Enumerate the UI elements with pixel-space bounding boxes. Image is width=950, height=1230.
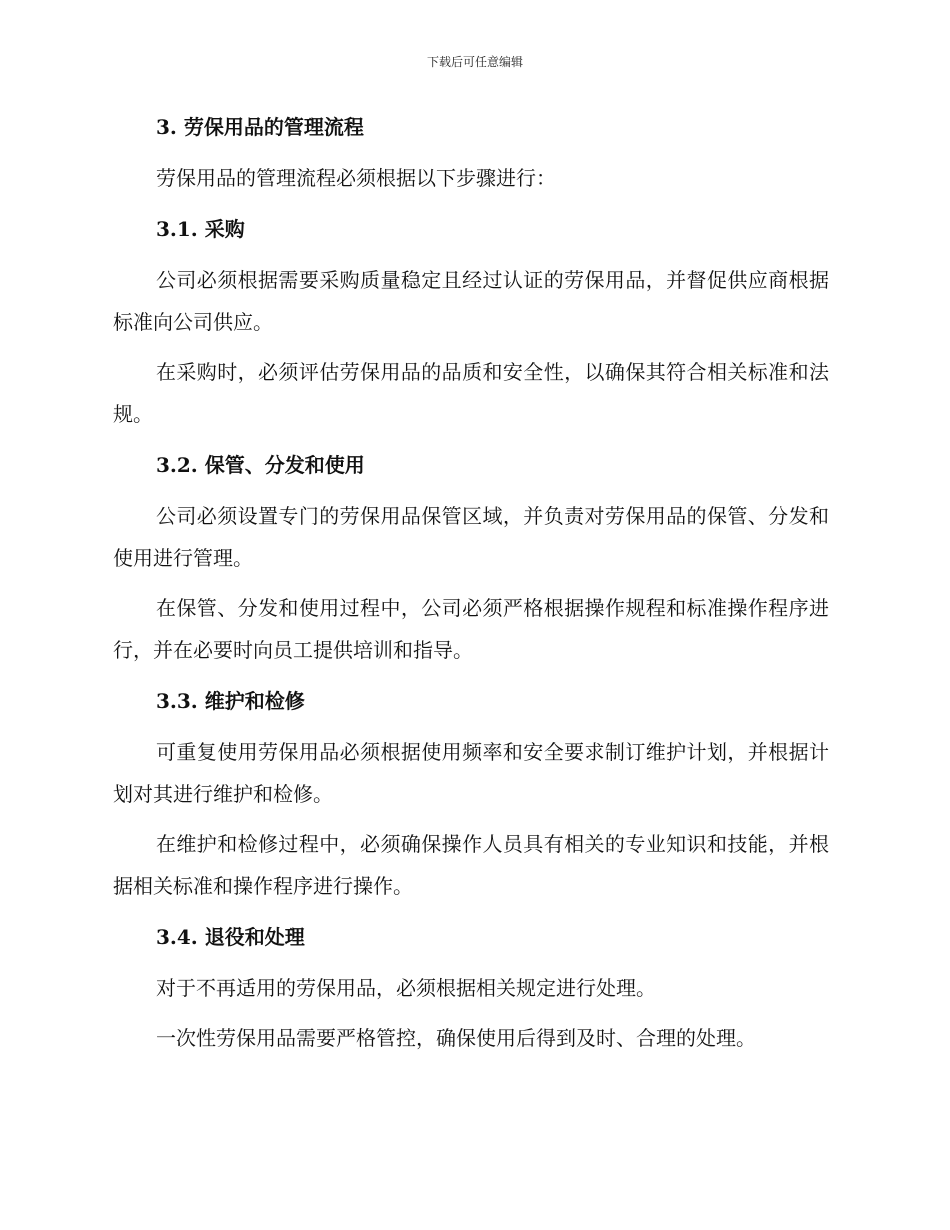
paragraph: 在保管、分发和使用过程中，公司必须严格根据操作规程和标准操作程序进行，并在必要时向员工提供培训和指导。 (113, 596, 829, 662)
section-title: 3. 劳保用品的管理流程 (156, 115, 364, 139)
paragraph: 一次性劳保用品需要严格管控，确保使用后得到及时、合理的处理。 (156, 1026, 756, 1050)
subsection-title-procurement: 3.1. 采购 (156, 217, 245, 241)
subsection-title-disposal: 3.4. 退役和处理 (156, 925, 305, 949)
paragraph: 公司必须根据需要采购质量稳定且经过认证的劳保用品，并督促供应商根据标准向公司供应。 (113, 268, 829, 334)
document-body (113, 105, 829, 1067)
paragraph: 在采购时，必须评估劳保用品的品质和安全性，以确保其符合相关标准和法规。 (113, 360, 829, 426)
paragraph: 可重复使用劳保用品必须根据使用频率和安全要求制订维护计划，并根据计划对其进行维护和检修。 (113, 740, 829, 806)
paragraph: 公司必须设置专门的劳保用品保管区域，并负责对劳保用品的保管、分发和使用进行管理。 (113, 504, 829, 570)
subsection-title-maintenance: 3.3. 维护和检修 (156, 689, 305, 713)
page-header-note: 下载后可任意编辑 (426, 55, 523, 69)
paragraph: 在维护和检修过程中，必须确保操作人员具有相关的专业知识和技能，并根据相关标准和操作程序进行操作。 (113, 832, 829, 898)
paragraph: 对于不再适用的劳保用品，必须根据相关规定进行处理。 (156, 976, 656, 1000)
section-intro: 劳保用品的管理流程必须根据以下步骤进行： (156, 166, 556, 190)
subsection-title-storage: 3.2. 保管、分发和使用 (156, 453, 365, 477)
